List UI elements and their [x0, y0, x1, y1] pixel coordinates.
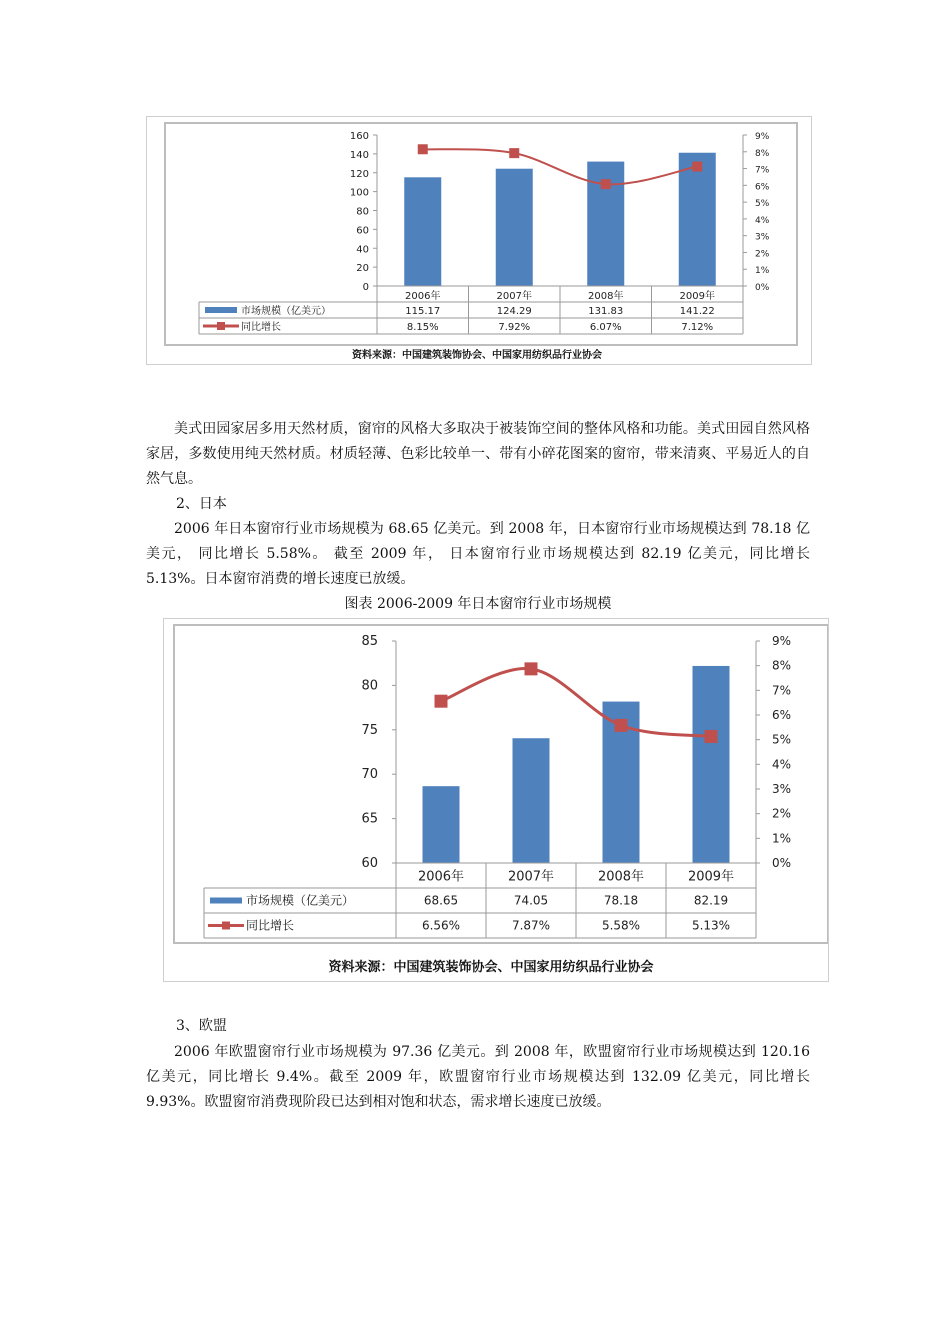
us-market-chart [146, 116, 812, 365]
legend-key-growth-marker [217, 322, 225, 330]
bar-market-size [513, 738, 550, 863]
growth-point [601, 179, 611, 189]
category-label: 2009年 [687, 869, 735, 885]
bar-market-size [496, 169, 533, 286]
y-axis-tick-label: 0 [362, 282, 369, 293]
y2-axis-tick-label: 2% [755, 249, 770, 260]
heading-eu: 3、欧盟 [176, 1018, 227, 1034]
legend-label-market-size: 市场规模（亿美元） [246, 893, 355, 908]
category-label: 2007年 [496, 291, 532, 302]
paragraph-american-style: 美式田园家居多用天然材质，窗帘的风格大多取决于被装饰空间的整体风格和功能。美式田园自然风格家居，多数使用纯天然材质。材质轻薄、色彩比较单一、带有小碎花图案的窗帘，带来清爽、平易近人的自然气息。 [146, 421, 810, 487]
growth-point [509, 148, 519, 158]
y2-axis-tick-label: 8% [772, 658, 792, 673]
y-axis-tick-label: 65 [361, 811, 378, 827]
growth-value-label: 7.92% [498, 322, 531, 333]
y2-axis-tick-label: 9% [755, 132, 770, 142]
y2-axis-tick-label: 7% [772, 683, 792, 698]
growth-value-label: 7.87% [511, 918, 551, 933]
growth-value-label: 7.12% [681, 322, 714, 333]
y-axis-tick-label: 80 [356, 206, 369, 218]
legend-key-growth-marker [222, 922, 230, 930]
growth-point [435, 695, 448, 708]
y-axis-tick-label: 160 [349, 131, 369, 142]
japan-market-chart-svg [164, 619, 828, 981]
y2-axis-tick-label: 4% [772, 757, 792, 772]
growth-point [705, 730, 718, 743]
bar-value-label: 141.22 [679, 306, 715, 317]
heading-japan: 2、日本 [176, 496, 227, 512]
y2-axis-tick-label: 6% [772, 708, 792, 722]
bar-market-size [423, 786, 460, 863]
chart-source: 资料来源：中国建筑装饰协会、中国家用纺织品行业协会 [352, 350, 602, 361]
growth-value-label: 8.15% [406, 322, 439, 333]
y2-axis-tick-label: 3% [755, 232, 770, 243]
chart-source: 资料来源：中国建筑装饰协会、中国家用纺织品行业协会 [328, 960, 654, 975]
y-axis-tick-label: 40 [356, 244, 369, 256]
us-market-chart-svg [147, 117, 811, 364]
category-label: 2009年 [679, 291, 715, 302]
y2-axis-tick-label: 2% [772, 806, 792, 821]
japan-market-chart [163, 618, 829, 982]
growth-value-label: 5.58% [601, 918, 641, 933]
y-axis-tick-label: 70 [361, 767, 378, 783]
growth-line [441, 669, 711, 737]
bar-value-label: 78.18 [603, 893, 639, 908]
y-axis-tick-label: 140 [349, 149, 369, 161]
y2-axis-tick-label: 6% [755, 182, 770, 193]
y2-axis-tick-label: 9% [772, 634, 792, 648]
y-axis-tick-label: 20 [356, 263, 369, 275]
y2-axis-tick-label: 1% [755, 266, 770, 277]
growth-line [423, 149, 698, 184]
legend-label-growth: 同比增长 [246, 918, 295, 933]
bar-value-label: 131.83 [588, 306, 624, 317]
y-axis-tick-label: 75 [361, 722, 378, 738]
growth-point [525, 662, 538, 675]
y-axis-tick-label: 120 [349, 168, 369, 180]
y2-axis-tick-label: 7% [755, 165, 770, 176]
legend-label-growth: 同比增长 [241, 322, 281, 333]
bar-market-size [693, 666, 730, 863]
category-label: 2008年 [588, 291, 624, 302]
y-axis-tick-label: 85 [361, 634, 378, 649]
legend-key-market-size [210, 898, 242, 904]
y-axis-tick-label: 60 [356, 225, 369, 237]
growth-value-label: 6.07% [589, 322, 622, 333]
bar-value-label: 115.17 [405, 306, 441, 317]
y-axis-tick-label: 100 [349, 187, 369, 199]
paragraph-japan: 2006 年日本窗帘行业市场规模为 68.65 亿美元。到 2008 年，日本窗帘行业市场规模达到 78.18 亿美元， 同比增长 5.58%。 截至 2009 年， 日本窗帘行业市场规模达到 82.19 亿美元，同比增长 5.13%。日本窗帘消费的增长速度已放缓。 [146, 521, 810, 587]
y2-axis-tick-label: 5% [755, 199, 770, 210]
paragraph-eu: 2006 年欧盟窗帘行业市场规模为 97.36 亿美元。到 2008 年，欧盟窗帘行业市场规模达到 120.16 亿美元，同比增长 9.4%。截至 2009 年，欧盟窗帘行业市场规模达到 132.09 亿美元，同比增长 9.93%。欧盟窗帘消费现阶段已达到相对饱和状态，需求增长速度已放缓。 [146, 1044, 810, 1110]
y2-axis-tick-label: 5% [772, 732, 792, 747]
growth-point [615, 719, 628, 732]
legend-label-market-size: 市场规模（亿美元） [241, 306, 331, 317]
y2-axis-tick-label: 3% [772, 782, 792, 796]
category-label: 2006年 [405, 291, 441, 302]
y-axis-tick-label: 80 [361, 678, 378, 694]
caption-japan-chart: 图表 2006-2009 年日本窗帘行业市场规模 [344, 596, 612, 612]
growth-value-label: 6.56% [421, 918, 461, 933]
y2-axis-tick-label: 4% [755, 215, 770, 226]
bar-value-label: 68.65 [423, 893, 459, 908]
growth-point [418, 144, 428, 154]
bar-market-size [404, 177, 441, 286]
growth-point [692, 162, 702, 172]
y2-axis-tick-label: 1% [772, 831, 792, 846]
bar-value-label: 74.05 [513, 893, 549, 908]
y-axis-tick-label: 60 [361, 856, 378, 871]
y2-axis-tick-label: 8% [755, 148, 770, 159]
category-label: 2007年 [507, 869, 555, 885]
category-label: 2006年 [417, 869, 465, 885]
bar-market-size [679, 153, 716, 286]
category-label: 2008年 [597, 869, 645, 885]
y2-axis-tick-label: 0% [772, 856, 792, 870]
legend-key-market-size [205, 307, 237, 313]
bar-value-label: 82.19 [693, 893, 729, 908]
bar-value-label: 124.29 [496, 306, 532, 317]
y2-axis-tick-label: 0% [755, 283, 770, 293]
growth-value-label: 5.13% [691, 918, 731, 933]
